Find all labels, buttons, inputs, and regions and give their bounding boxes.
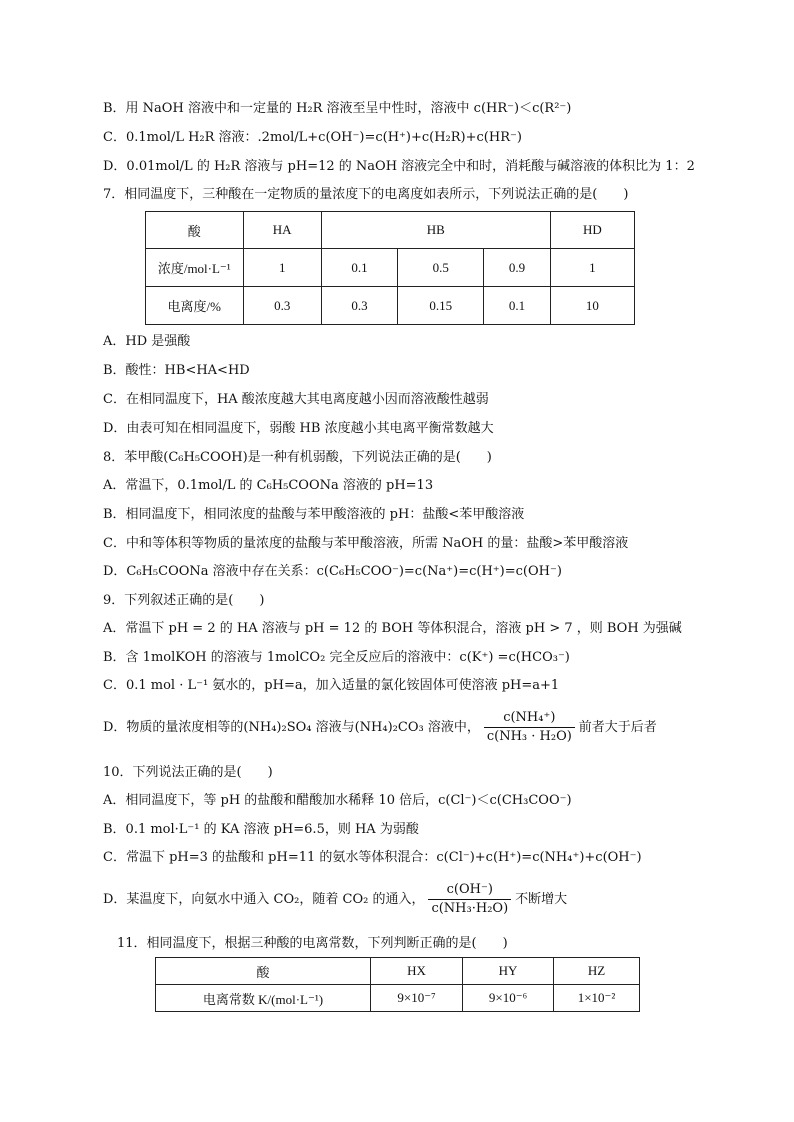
table-row [146,287,635,325]
q9-fraction [484,710,575,745]
q10-fraction-denominator: c(NH₃·H₂O) [431,901,509,916]
q11-header-hx: HX [371,958,463,985]
q6-option-d: D．0.01mol/L 的 H₂R 溶液与 pH=12 的 NaOH 溶液完全中和时，消耗酸与碱溶液的体积比为 1：2 [103,159,695,174]
q7-conc-hb-3: 0.9 [484,249,550,287]
q11-constant-hz: 1×10⁻² [554,985,640,1012]
q6-option-b: B．用 NaOH 溶液中和一定量的 H₂R 溶液至呈中性时，溶液中 c(HR⁻)＜c(R²⁻) [103,101,572,116]
q7-option-d: D．由表可知在相同温度下，弱酸 HB 浓度越小其电离平衡常数越大 [103,421,494,436]
table-row [146,249,635,287]
q7-table [145,211,635,325]
q7-conc-hd: 1 [550,249,634,287]
q8-option-c: C．中和等体积等物质的量浓度的盐酸与苯甲酸溶液，所需 NaOH 的量：盐酸>苯甲酸溶液 [103,536,629,551]
q10-stem: 10．下列说法正确的是( ) [103,765,273,780]
q9-option-d-text: D．物质的量浓度相等的(NH₄)₂SO₄ 溶液与(NH₄)₂CO₃ 溶液中， [103,720,480,735]
q11-table [155,957,640,1012]
q10-option-d-text: D．某温度下，向氨水中通入 CO₂，随着 CO₂ 的通入， [103,892,425,907]
q7-header-ha: HA [243,212,321,249]
q11-header-acid: 酸 [156,958,371,985]
q7-option-c: C．在相同温度下，HA 酸浓度越大其电离度越小因而溶液酸性越弱 [103,392,489,407]
q9-option-b: B．含 1molKOH 的溶液与 1molCO₂ 完全反应后的溶液中：c(K⁺) =c(HCO₃⁻) [103,650,570,665]
q7-stem: 7．相同温度下，三种酸在一定物质的量浓度下的电离度如表所示，下列说法正确的是( ) [103,187,629,202]
q8-option-a: A．常温下，0.1mol/L 的 C₆H₅COONa 溶液的 pH=13 [103,478,434,493]
q10-option-c: C．常温下 pH=3 的盐酸和 pH=11 的氨水等体积混合：c(Cl⁻)+c(H⁺)=c(NH₄⁺)+c(OH⁻) [103,850,642,865]
table-row [156,958,640,985]
q7-ion-hb-2: 0.15 [398,287,484,325]
q7-conc-label: 浓度/mol·L⁻¹ [146,249,244,287]
q10-option-a: A．相同温度下，等 pH 的盐酸和醋酸加水稀释 10 倍后，c(Cl⁻)＜c(CH₃COO⁻) [103,793,572,808]
q9-option-c: C．0.1 mol · L⁻¹ 氨水的，pH=a，加入适量的氯化铵固体可使溶液 pH=a+1 [103,678,560,693]
q8-stem: 8．苯甲酸(C₆H₅COOH)是一种有机弱酸，下列说法正确的是( ) [103,450,492,465]
q9-fraction-denominator: c(NH₃ · H₂O) [486,729,572,744]
q11-header-hz: HZ [554,958,640,985]
q7-option-b: B．酸性：HB<HA<HD [103,363,250,378]
q11-constant-hx: 9×10⁻⁷ [371,985,463,1012]
q9-option-d-tail: 前者大于后者 [578,720,657,735]
q7-ion-hb-1: 0.3 [321,287,397,325]
q11-constant-label: 电离常数 K/(mol·L⁻¹) [156,985,371,1012]
q7-conc-hb-2: 0.5 [398,249,484,287]
q6-option-c: C．0.1mol/L H₂R 溶液：.2mol/L+c(OH⁻)=c(H⁺)+c(H₂R)+c(HR⁻) [103,130,522,145]
q7-ion-hb-3: 0.1 [484,287,550,325]
q7-ion-label: 电离度/% [146,287,244,325]
q7-conc-hb-1: 0.1 [321,249,397,287]
table-row [156,985,640,1012]
q10-fraction [428,882,511,917]
q7-header-acid: 酸 [146,212,244,249]
q7-conc-ha: 1 [243,249,321,287]
q10-option-b: B．0.1 mol·L⁻¹ 的 KA 溶液 pH=6.5，则 HA 为弱酸 [103,822,419,837]
q7-option-a: A．HD 是强酸 [103,334,191,349]
q10-option-d [103,878,567,922]
q10-option-d-tail: 不断增大 [515,892,568,907]
q8-option-d: D．C₆H₅COONa 溶液中存在关系：c(C₆H₅COO⁻)=c(Na⁺)=c(H⁺)=c(OH⁻) [103,564,562,579]
q7-header-hb: HB [321,212,550,249]
q11-stem: 11．相同温度下，根据三种酸的电离常数，下列判断正确的是( ) [117,936,508,951]
q9-option-d [103,706,657,750]
table-row [146,212,635,249]
q9-fraction-numerator: c(NH₄⁺) [484,710,575,728]
q9-option-a: A．常温下 pH = 2 的 HA 溶液与 pH = 12 的 BOH 等体积混合，溶液 pH > 7 ，则 BOH 为强碱 [103,621,682,636]
q9-stem: 9．下列叙述正确的是( ) [103,593,265,608]
q8-option-b: B．相同温度下，相同浓度的盐酸与苯甲酸溶液的 pH：盐酸<苯甲酸溶液 [103,507,525,522]
q7-ion-ha: 0.3 [243,287,321,325]
q10-fraction-numerator: c(OH⁻) [428,882,511,900]
q11-constant-hy: 9×10⁻⁶ [463,985,554,1012]
q7-header-hd: HD [550,212,634,249]
q7-ion-hd: 10 [550,287,634,325]
q11-header-hy: HY [463,958,554,985]
